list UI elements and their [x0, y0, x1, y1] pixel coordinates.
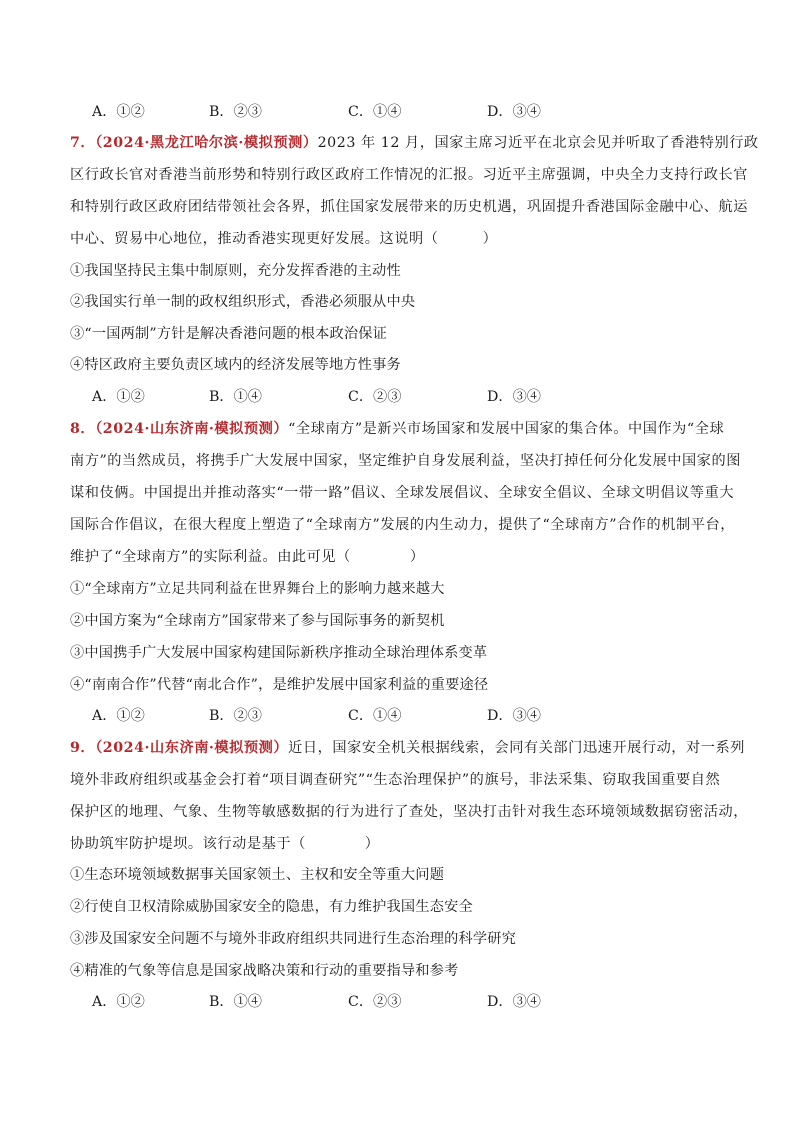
q7-stem-line-2: 区行政长官对香港当前形势和特别行政区政府工作情况的汇报。习近平主席强调，中央全力支持行政长官: [70, 167, 748, 183]
q8-statement-1: ①“全球南方”立足共同利益在世界舞台上的影响力越来越大: [70, 581, 445, 597]
q8-option-d[interactable]: D．③④: [487, 708, 541, 724]
q8-option-c[interactable]: C．①④: [348, 708, 402, 724]
q8-stem-line-2: 南方”的当然成员，将携手广大发展中国家，坚定维护自身发展利益，坚决打掉任何分化发展中国家的图: [70, 453, 741, 469]
q7-option-a[interactable]: A．①②: [92, 389, 145, 405]
q7-statement-3: ③“一国两制”方针是解决香港问题的根本政治保证: [70, 326, 388, 342]
q7-option-c[interactable]: C．②③: [348, 389, 402, 405]
q6-option-d[interactable]: D．③④: [487, 104, 541, 120]
q9-stem-text: 近日，国家安全机关根据线索，会同有关部门迅速开展行动，对一系列: [288, 740, 745, 756]
q9-source: （2024·山东济南·模拟预测）: [95, 740, 289, 756]
q9-stem-line-4: 协助筑牢防护堤坝。该行动是基于（ ）: [70, 836, 380, 852]
q9-number: 9．: [70, 740, 96, 756]
q7-statement-2: ②我国实行单一制的政权组织形式，香港必须服从中央: [70, 294, 416, 310]
q7-options: [92, 388, 692, 406]
q7-option-b[interactable]: B．①④: [209, 389, 262, 405]
q8-stem-line-3: 谋和伎俩。中国提出并推动落实“一带一路”倡议、全球发展倡议、全球安全倡议、全球文明倡议等重大: [70, 485, 735, 501]
q6-option-b[interactable]: B．②③: [209, 104, 262, 120]
q9-statement-3: ③涉及国家安全问题不与境外非政府组织共同进行生态治理的科学研究: [70, 931, 517, 947]
q9-statement-2: ②行使自卫权清除威胁国家安全的隐患，有力维护我国生态安全: [70, 899, 473, 915]
q7-statement-4: ④特区政府主要负责区域内的经济发展等地方性事务: [70, 357, 401, 373]
q8-statement-4: ④“南南合作”代替“南北合作”，是维护发展中国家利益的重要途径: [70, 677, 489, 693]
q7-option-d[interactable]: D．③④: [487, 389, 541, 405]
q6-option-a[interactable]: A．①②: [92, 104, 145, 120]
q9-options: [92, 993, 692, 1011]
q8-statement-2: ②中国方案为“全球南方”国家带来了参与国际事务的新契机: [70, 613, 445, 629]
q9-option-d[interactable]: D．③④: [487, 994, 541, 1010]
q6-options: [92, 103, 692, 121]
q9-option-b[interactable]: B．①④: [209, 994, 262, 1010]
q8-source: （2024·山东济南·模拟预测）: [95, 421, 289, 437]
q7-stem-line-3: 和特别行政区政府团结带领社会各界，抓住国家发展带来的历史机遇，巩固提升香港国际金融中心、航运: [70, 199, 748, 215]
q9-option-a[interactable]: A．①②: [92, 994, 145, 1010]
q8-options: [92, 707, 692, 725]
q7-source: （2024·黑龙江哈尔滨·模拟预测）: [95, 135, 318, 151]
q7-number: 7．: [70, 135, 96, 151]
q7-stem-line-1: [70, 134, 759, 152]
q8-stem-text: “全球南方”是新兴市场国家和发展中国家的集合体。中国作为“全球: [288, 421, 725, 437]
q7-statement-1: ①我国坚持民主集中制原则，充分发挥香港的主动性: [70, 263, 401, 279]
q6-option-c[interactable]: C．①④: [348, 104, 402, 120]
q8-option-a[interactable]: A．①②: [92, 708, 145, 724]
q7-stem-text: 2023 年 12 月，国家主席习近平在北京会见并听取了香港特别行政: [317, 135, 759, 151]
q7-stem-line-4: 中心、贸易中心地位，推动香港实现更好发展。这说明（ ）: [70, 231, 498, 247]
q9-statement-1: ①生态环境领域数据事关国家领土、主权和安全等重大问题: [70, 867, 445, 883]
q9-stem-line-2: 境外非政府组织或基金会打着“项目调查研究”“生态治理保护”的旗号，非法采集、窃取我国重要自然: [70, 772, 721, 788]
q9-statement-4: ④精准的气象等信息是国家战略决策和行动的重要指导和参考: [70, 963, 459, 979]
q8-stem-line-5: 维护了“全球南方”的实际利益。由此可见（ ）: [70, 549, 425, 565]
q8-statement-3: ③中国携手广大发展中国家构建国际新秩序推动全球治理体系变革: [70, 645, 488, 661]
q9-stem-line-1: [70, 739, 745, 757]
q8-stem-line-1: [70, 420, 740, 438]
q8-stem-line-4: 国际合作倡议，在很大程度上塑造了“全球南方”发展的内生动力，提供了“全球南方”合作的机制平台，: [70, 517, 735, 533]
q9-stem-line-3: 保护区的地理、气象、生物等敏感数据的行为进行了查处，坚决打击针对我生态环境领域数据窃密活动，: [70, 804, 748, 820]
q8-option-b[interactable]: B．②③: [209, 708, 262, 724]
q9-option-c[interactable]: C．②③: [348, 994, 402, 1010]
q8-number: 8．: [70, 421, 96, 437]
